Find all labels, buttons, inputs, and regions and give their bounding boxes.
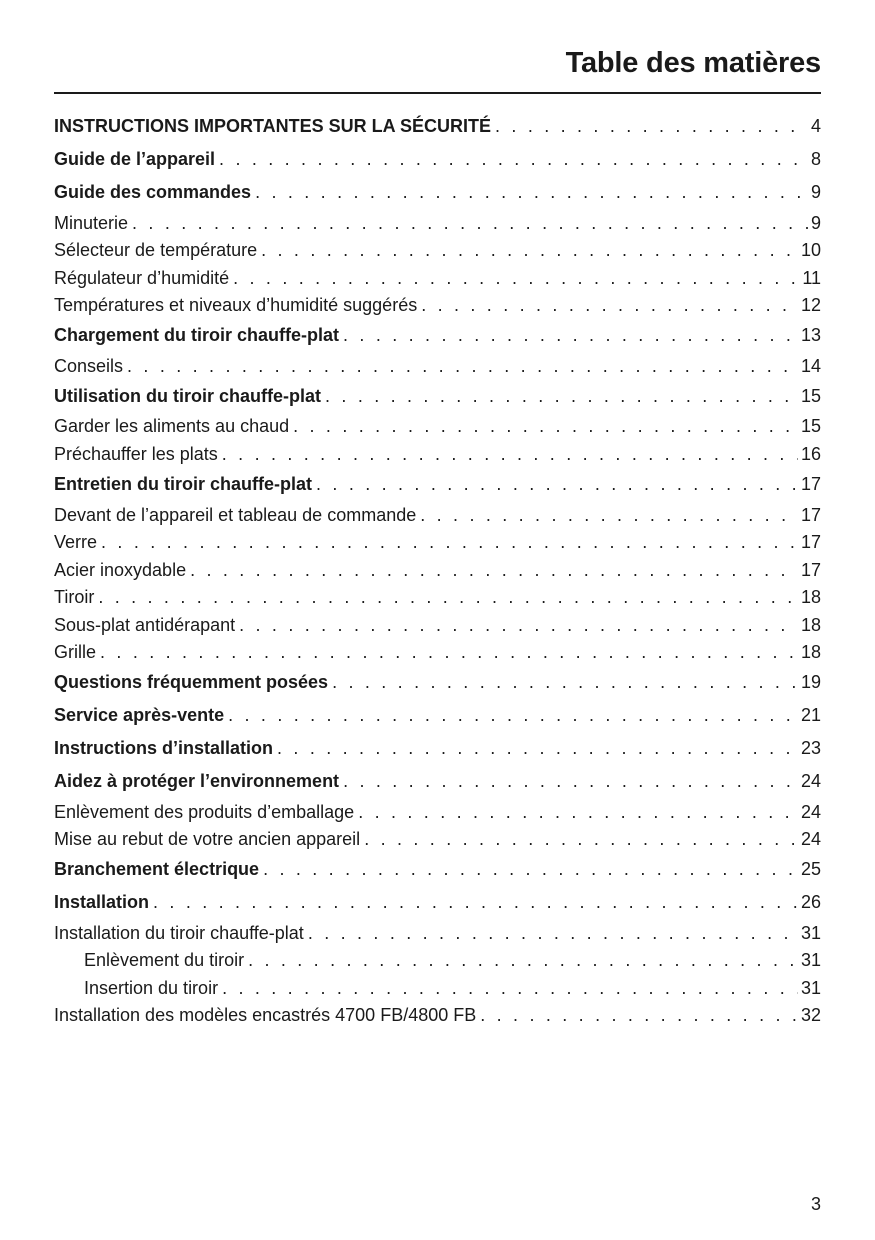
toc-entry-label: Branchement électrique: [54, 858, 260, 879]
toc-entry-page: 31: [800, 922, 821, 943]
dot-leader: [325, 386, 798, 407]
toc-entry-label: Devant de l’appareil et tableau de commande: [54, 504, 417, 525]
dot-leader: [228, 705, 798, 726]
toc-entry-label: Installation des modèles encastrés 4700 FB/4800 FB: [54, 1005, 477, 1026]
toc-entry-label: Préchauffer les plats: [54, 444, 218, 465]
toc-entry-label: Acier inoxydable: [54, 559, 187, 580]
toc-entry-page: 17: [800, 504, 821, 525]
toc-entry-label: Insertion du tiroir: [84, 977, 219, 998]
dot-leader: [332, 672, 798, 693]
toc-entry-page: 15: [800, 416, 821, 437]
dot-leader: [153, 892, 798, 913]
toc-entry[interactable]: [54, 356, 821, 384]
toc-entry-label: Sous-plat antidérapant: [54, 614, 236, 635]
dot-leader: [255, 182, 808, 203]
toc-entry-label: Régulateur d’humidité: [54, 267, 230, 288]
toc-entry-page: 31: [800, 977, 821, 998]
toc-entry-label: Garder les aliments au chaud: [54, 416, 290, 437]
dot-leader: [101, 532, 798, 553]
toc-entry-label: Entretien du tiroir chauffe-plat: [54, 473, 313, 494]
dot-leader: [98, 587, 798, 608]
toc-entry-page: 19: [800, 672, 821, 693]
toc-entry-page: 17: [800, 532, 821, 553]
toc-entry-label: Service après-vente: [54, 704, 225, 725]
dot-leader: [343, 325, 798, 346]
toc-entry-label: Minuterie: [54, 212, 129, 233]
page-number: 3: [810, 1194, 821, 1214]
dot-leader: [219, 149, 808, 170]
toc-entry[interactable]: [54, 532, 821, 560]
toc-entry[interactable]: [54, 703, 821, 736]
toc-entry-page: 17: [800, 473, 821, 494]
dot-leader: [277, 738, 798, 759]
toc-entry-label: Installation du tiroir chauffe-plat: [54, 922, 304, 943]
toc-entry-page: 24: [800, 801, 821, 822]
dot-leader: [421, 295, 798, 316]
dot-leader: [127, 356, 798, 377]
toc-entry-label: Aidez à protéger l’environnement: [54, 770, 340, 791]
toc-entry-page: 18: [800, 587, 821, 608]
toc-entry[interactable]: [54, 268, 821, 296]
toc-entry[interactable]: [54, 802, 821, 830]
toc-entry-label: Mise au rebut de votre ancien appareil: [54, 829, 361, 850]
toc-entry-page: 24: [800, 770, 821, 791]
toc-entry[interactable]: [54, 890, 821, 923]
dot-leader: [222, 444, 798, 465]
toc-entry-label: Enlèvement des produits d’emballage: [54, 801, 355, 822]
dot-leader: [308, 923, 798, 944]
toc-entry-label: Guide des commandes: [54, 181, 252, 202]
toc-entry[interactable]: [54, 114, 821, 147]
toc-entry[interactable]: [54, 240, 821, 268]
dot-leader: [190, 560, 798, 581]
dot-leader: [316, 474, 798, 495]
toc-entry-page: 4: [810, 116, 821, 136]
toc-entry-label: Chargement du tiroir chauffe-plat: [54, 325, 340, 346]
toc-entry-page: 23: [800, 737, 821, 758]
toc-entry[interactable]: [54, 180, 821, 213]
dot-leader: [233, 268, 799, 289]
dot-leader: [261, 240, 798, 261]
dot-leader: [100, 642, 798, 663]
toc-entry-label: Températures et niveaux d’humidité suggérés: [54, 295, 418, 316]
toc-entry-page: 17: [800, 559, 821, 580]
toc-entry[interactable]: [54, 416, 821, 444]
table-of-contents: [54, 114, 821, 1033]
page-title: Table des matières: [565, 47, 821, 79]
dot-leader: [263, 859, 798, 880]
toc-entry[interactable]: [54, 950, 821, 978]
dot-leader: [222, 978, 798, 999]
toc-entry[interactable]: [54, 505, 821, 533]
toc-entry[interactable]: [54, 213, 821, 241]
dot-leader: [248, 950, 798, 971]
toc-entry-page: 9: [810, 212, 821, 233]
toc-entry[interactable]: [54, 923, 821, 951]
toc-entry[interactable]: [54, 642, 821, 670]
toc-entry[interactable]: [54, 147, 821, 180]
toc-entry-label: Tiroir: [54, 587, 95, 608]
dot-leader: [364, 829, 798, 850]
toc-entry-label: Verre: [54, 532, 98, 553]
toc-entry-page: 14: [800, 355, 821, 376]
toc-entry-page: 21: [800, 704, 821, 725]
toc-entry-page: 13: [800, 325, 821, 346]
toc-entry-label: Instructions d’installation: [54, 737, 274, 758]
toc-entry[interactable]: [54, 769, 821, 802]
title-divider: [54, 92, 821, 94]
dot-leader: [495, 116, 808, 137]
toc-entry[interactable]: [54, 560, 821, 588]
toc-entry[interactable]: [54, 384, 821, 417]
toc-entry-page: 26: [800, 891, 821, 912]
toc-entry-label: Installation: [54, 891, 150, 912]
toc-entry-page: 18: [800, 614, 821, 635]
toc-entry[interactable]: [54, 829, 821, 857]
toc-entry-page: 24: [800, 829, 821, 850]
dot-leader: [239, 615, 798, 636]
toc-entry[interactable]: [54, 472, 821, 505]
toc-entry[interactable]: [54, 444, 821, 472]
toc-entry[interactable]: [54, 615, 821, 643]
toc-entry-page: 12: [800, 295, 821, 316]
toc-entry-label: Enlèvement du tiroir: [84, 950, 245, 971]
toc-entry-label: Questions fréquemment posées: [54, 672, 329, 693]
toc-entry-page: 8: [810, 148, 821, 169]
toc-entry[interactable]: [54, 295, 821, 323]
toc-entry[interactable]: [54, 736, 821, 769]
dot-leader: [343, 771, 798, 792]
toc-entry[interactable]: [54, 857, 821, 890]
dot-leader: [480, 1005, 798, 1026]
toc-entry[interactable]: [54, 587, 821, 615]
toc-entry-label: Conseils: [54, 355, 124, 376]
toc-entry-page: 18: [800, 642, 821, 663]
toc-entry-label: Guide de l’appareil: [54, 148, 216, 169]
dot-leader: [358, 802, 798, 823]
toc-entry-page: 25: [800, 858, 821, 879]
dot-leader: [132, 213, 808, 234]
toc-entry-page: 31: [800, 950, 821, 971]
toc-entry[interactable]: [54, 670, 821, 703]
toc-entry-label: Utilisation du tiroir chauffe-plat: [54, 385, 322, 406]
toc-entry-page: 9: [810, 181, 821, 202]
dot-leader: [293, 416, 798, 437]
dot-leader: [420, 505, 798, 526]
toc-entry-page: 32: [800, 1005, 821, 1026]
toc-entry[interactable]: [54, 323, 821, 356]
toc-entry-label: Sélecteur de température: [54, 240, 258, 261]
toc-entry-label: INSTRUCTIONS IMPORTANTES SUR LA SÉCURITÉ: [54, 116, 492, 136]
toc-entry[interactable]: [54, 978, 821, 1006]
toc-entry-label: Grille: [54, 642, 97, 663]
toc-entry-page: 16: [800, 444, 821, 465]
toc-entry-page: 15: [800, 385, 821, 406]
toc-entry-page: 11: [802, 267, 821, 288]
toc-entry-page: 10: [800, 240, 821, 261]
toc-entry[interactable]: [54, 1005, 821, 1033]
